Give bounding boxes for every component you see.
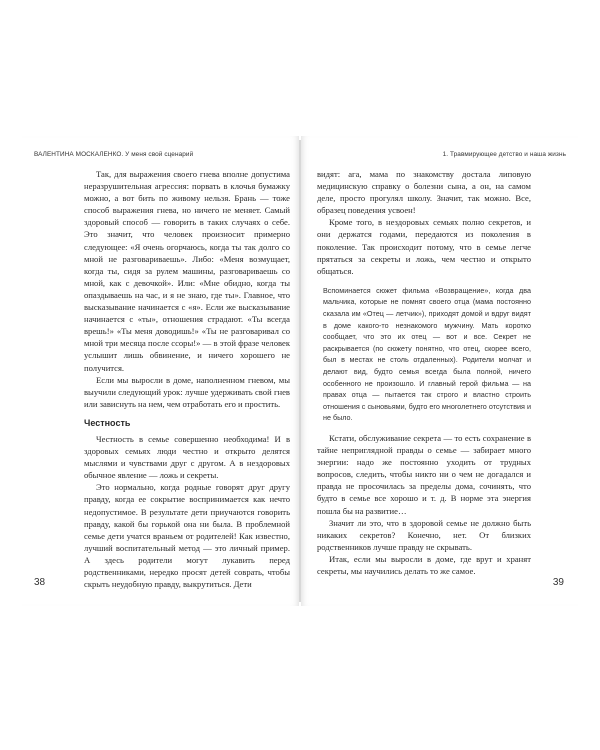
left-page-text xyxy=(84,168,290,590)
film-quote-block xyxy=(323,285,531,424)
quote-text: Вспоминается сюжет фильма «Возвращение», когда два мальчика, которые не помнят своего отца (мама постоянно сказала им «Отец — летчик»), приходят домой и вдруг видят в доме какого-то незнакомого мужчину. Мать коротко сообщает, что это их отец — вот и все. Секрет не раскрывается (по сюжету понятно, что отец, скорее всего, был в местах не столь отдаленных). Родители молчат и делают вид, будто семья всегда была полной, ничего особенного не произошло. И главный герой фильма — на правах отца — пытается так строго и властно строить отношения с сыновьями, будто его многолетнего отсутствия и не было. xyxy=(323,285,531,423)
paragraph: Кстати, обслуживание секрета — то есть сохранение в тайне неприглядной правды о семье — забирает много энергии: надо же постоянно уходить от трудных вопросов, следить, чтобы никто ни о чем не догадался и правда не просочилась за пределы дома, сочинять, что будто в семье все хорошо и т. д. В норме эта энергия пошла бы на развитие… xyxy=(317,432,531,516)
paragraph: видят: ага, мама по знакомству достала липовую медицинскую справку о болезни сына, а он, на самом деле, просто прогулял школу. Значит, так можно. Все, образец поведения усвоен! xyxy=(317,169,531,216)
paragraph: Итак, если мы выросли в доме, где врут и хранят секреты, мы научились делать то же самое. xyxy=(317,553,531,576)
left-page xyxy=(22,136,299,606)
paragraph: Честность в семье совершенно необходима! И в здоровых семьях люди честно и открыто делятся мыслями и чувствами друг с другом. А в нездоровых обычное явление — ложь и секреты. xyxy=(84,433,290,481)
paragraph: Значит ли это, что в здоровой семье не должно быть никаких секретов? Конечно, нет. От близких родственников лучше правду не скрывать. xyxy=(317,517,531,552)
left-running-head: ВАЛЕНТИНА МОСКАЛЕНКО. У меня свой сценарий xyxy=(34,151,194,158)
right-page-text xyxy=(317,168,531,577)
right-page-number: 39 xyxy=(552,577,564,588)
paragraph: Кроме того, в нездоровых семьях полно секретов, и они держатся годами, передаются из поколения в поколение. Так происходит потому, что в семье легче прятаться за секреты и ложь, чем честно и открыто общаться. xyxy=(317,217,531,276)
paragraph: Так, для выражения своего гнева вполне допустима неразрушительная агрессия: порвать в клочья бумажку можно, а вот бить по живому нельзя. Брань — тоже способ выражения гнева, но ничего не меняет. Самый здоровый способ — говорить в таких случаях о себе. Это значит, что человек произносит примерно следующее: «Я очень огорчаюсь, когда ты так долго со мной не разговариваешь». Либо: «Меня возмущает, когда ты, сидя за рулем машины, разговариваешь со мной, как с девочкой». Или: «Мне обидно, когда ты опаздываешь на час, и я не знаю, где ты». Главное, что высказывание начинается с «я». Если же высказывание начинается с «ты», отношения страдают. «Ты всегда врешь!» «Ты меня доводишь!» «Ты не разговаривал со мной три месяца после ссоры!» — в этой фразе человек услышит лишь обвинение, и ничего хорошего не получится. xyxy=(84,169,290,373)
paragraph: Это нормально, когда родные говорят друг другу правду, когда ее сокрытие воспринимается как нечто недопустимое. В результате дети приучаются говорить правду, какой бы горькой она ни была. В проблемной семье дети учатся враньем от родителей! Как известно, лучший воспитательный метод — это личный пример. А здесь родители могут лукавить перед родственниками, нередко просят детей соврать, чтобы скрыть неудобную правду, выкрутиться. Дети xyxy=(84,482,290,590)
right-page xyxy=(301,136,578,606)
right-running-head: 1. Травмирующее детство и наша жизнь xyxy=(442,151,566,158)
paragraph: Если мы выросли в доме, наполненном гневом, мы выучили следующий урок: лучше удерживать свой гнев или зависнуть на нем, чем отработать его и простить. xyxy=(84,374,290,409)
left-page-number: 38 xyxy=(34,577,46,588)
section-heading: Честность xyxy=(84,417,131,428)
